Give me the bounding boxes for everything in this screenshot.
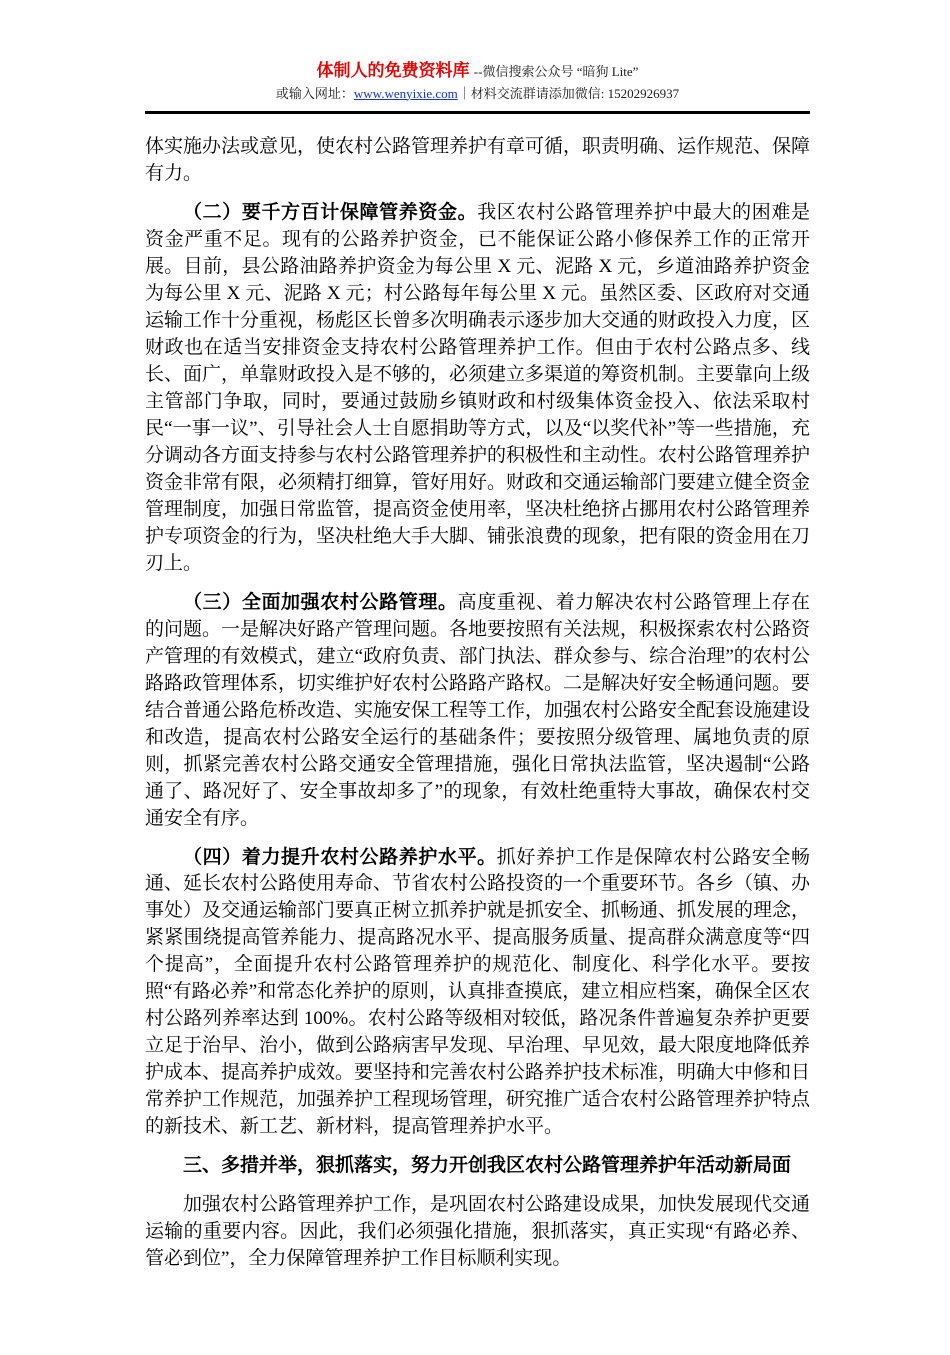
paragraph-intro: 体实施办法或意见，使农村公路管理养护有章可循，职责明确、运作规范、保障有力。 — [145, 136, 811, 185]
paragraph-3-body: 高度重视、着力解决农村公路管理上存在的问题。一是解决好路产管理问题。各地要按照有关法规，积极探索农村公路资产管理的有效模式，建立“政府负责、部门执法、群众参与、综合治理”的农村公路路政管理体系，切实维护好农村公路路产路权。二是解决好安全畅通问题。要结合普通公路危桥改造、实施安保工程等工作，加强农村公路安全配套设施建设和改造，提高农村公路安全运行的基础条件；要按照分级管理、属地负责的原则，抓紧完善农村公路交通安全管理措施，强化日常执法监管，坚决遏制“公路通了、路况好了、安全事故却多了”的现象，有效杜绝重特大事故，确保农村交通安全有序。 — [145, 591, 811, 829]
paragraph-3-lead: （三）全面加强农村公路管理。 — [183, 591, 458, 613]
paragraph-3 — [145, 590, 810, 833]
header-divider — [145, 111, 810, 114]
paragraph-2-body: 我区农村公路管理养护中最大的困难是资金严重不足。现有的公路养护资金，已不能保证公路小修保养工作的正常开展。目前，县公路油路养护资金为每公里 X 元、泥路 X 元，乡道油路养护资金为每公里 X 元、泥路 X 元；村公路每年每公里 X 元。虽然区委、区政府对交通运输工作十分重视，杨彪区长曾多次明确表示逐步加大交通的财政投入力度，区财政也在适当安排资金支持农村公路管理养护工作。但由于农村公路点多、线长、面广，单靠财政投入是不够的，必须建立多渠道的筹资机制。主要靠向上级主管部门争取，同时，要通过鼓励乡镇财政和村级集体资金投入、依法采取村民“一事一议”、引导社会人士自愿捐助等方式，以及“以奖代补”等一些措施，充分调动各方面支持参与农村公路管理养护的积极性和主动性。农村公路管理养护资金非常有限，必须精打细算，管好用好。财政和交通运输部门要建立健全资金管理制度，加强日常监管，提高资金使用率，坚决杜绝挤占挪用农村公路管理养护专项资金的行为，坚决杜绝大手大脚、铺张浪费的现象，把有限的资金用在刀刃上。 — [145, 202, 811, 574]
contact-info-label: ｜材料交流群请添加微信: 15202926937 — [457, 85, 680, 101]
paragraph-4 — [145, 845, 810, 1142]
brand-title: 体制人的免费资料库 — [316, 61, 470, 80]
brand-subtitle: --微信搜索公众号 “暗狗 Lite” — [473, 64, 639, 79]
document-body — [145, 134, 810, 1273]
section-heading: 三、多措并举，狠抓落实，努力开创我区农村公路管理养护年活动新局面 — [183, 1155, 792, 1177]
header-line-1 — [145, 58, 810, 84]
paragraph-2-lead: （二）要千方百计保障管养资金。 — [183, 202, 478, 224]
paragraph-2 — [145, 200, 810, 578]
website-link[interactable]: www.wenyixie.com — [353, 85, 458, 101]
paragraph-closing: 加强农村公路管理养护工作，是巩固农村公路建设成果，加快发展现代交通运输的重要内容。因此，我们必须强化措施，狠抓落实，真正实现“有路必养、管必到位”，全力保障管理养护工作目标顺利实现。 — [145, 1194, 811, 1270]
paragraph-4-lead: （四）着力提升农村公路养护水平。 — [183, 846, 497, 868]
promo-header — [145, 58, 810, 114]
paragraph-4-body: 抓好养护工作是保障农村公路安全畅通、延长农村公路使用寿命、节省农村公路投资的一个重要环节。各乡（镇、办事处）及交通运输部门要真正树立抓养护就是抓安全、抓畅通、抓发展的理念，紧紧围绕提高管养能力、提高路况水平、提高服务质量、提高群众满意度等“四个提高”，全面提升农村公路管理养护的规范化、制度化、科学化水平。要按照“有路必养”和常态化养护的原则，认真排查摸底，建立相应档案，确保全区农村公路列养率达到 100%。农村公路等级相对较低，路况条件普遍复杂养护更要立足于治早、治小，做到公路病害早发现、早治理、早见效，最大限度地降低养护成本、提高养护成效。要坚持和完善农村公路养护技术标准，明确大中修和日常养护工作规范，加强养护工程现场管理，研究推广适合农村公路管理养护特点的新技术、新工艺、新材料，提高管理养护水平。 — [145, 846, 811, 1138]
header-line-2 — [145, 84, 810, 105]
url-prefix-label: 或输入网址： — [275, 85, 354, 101]
